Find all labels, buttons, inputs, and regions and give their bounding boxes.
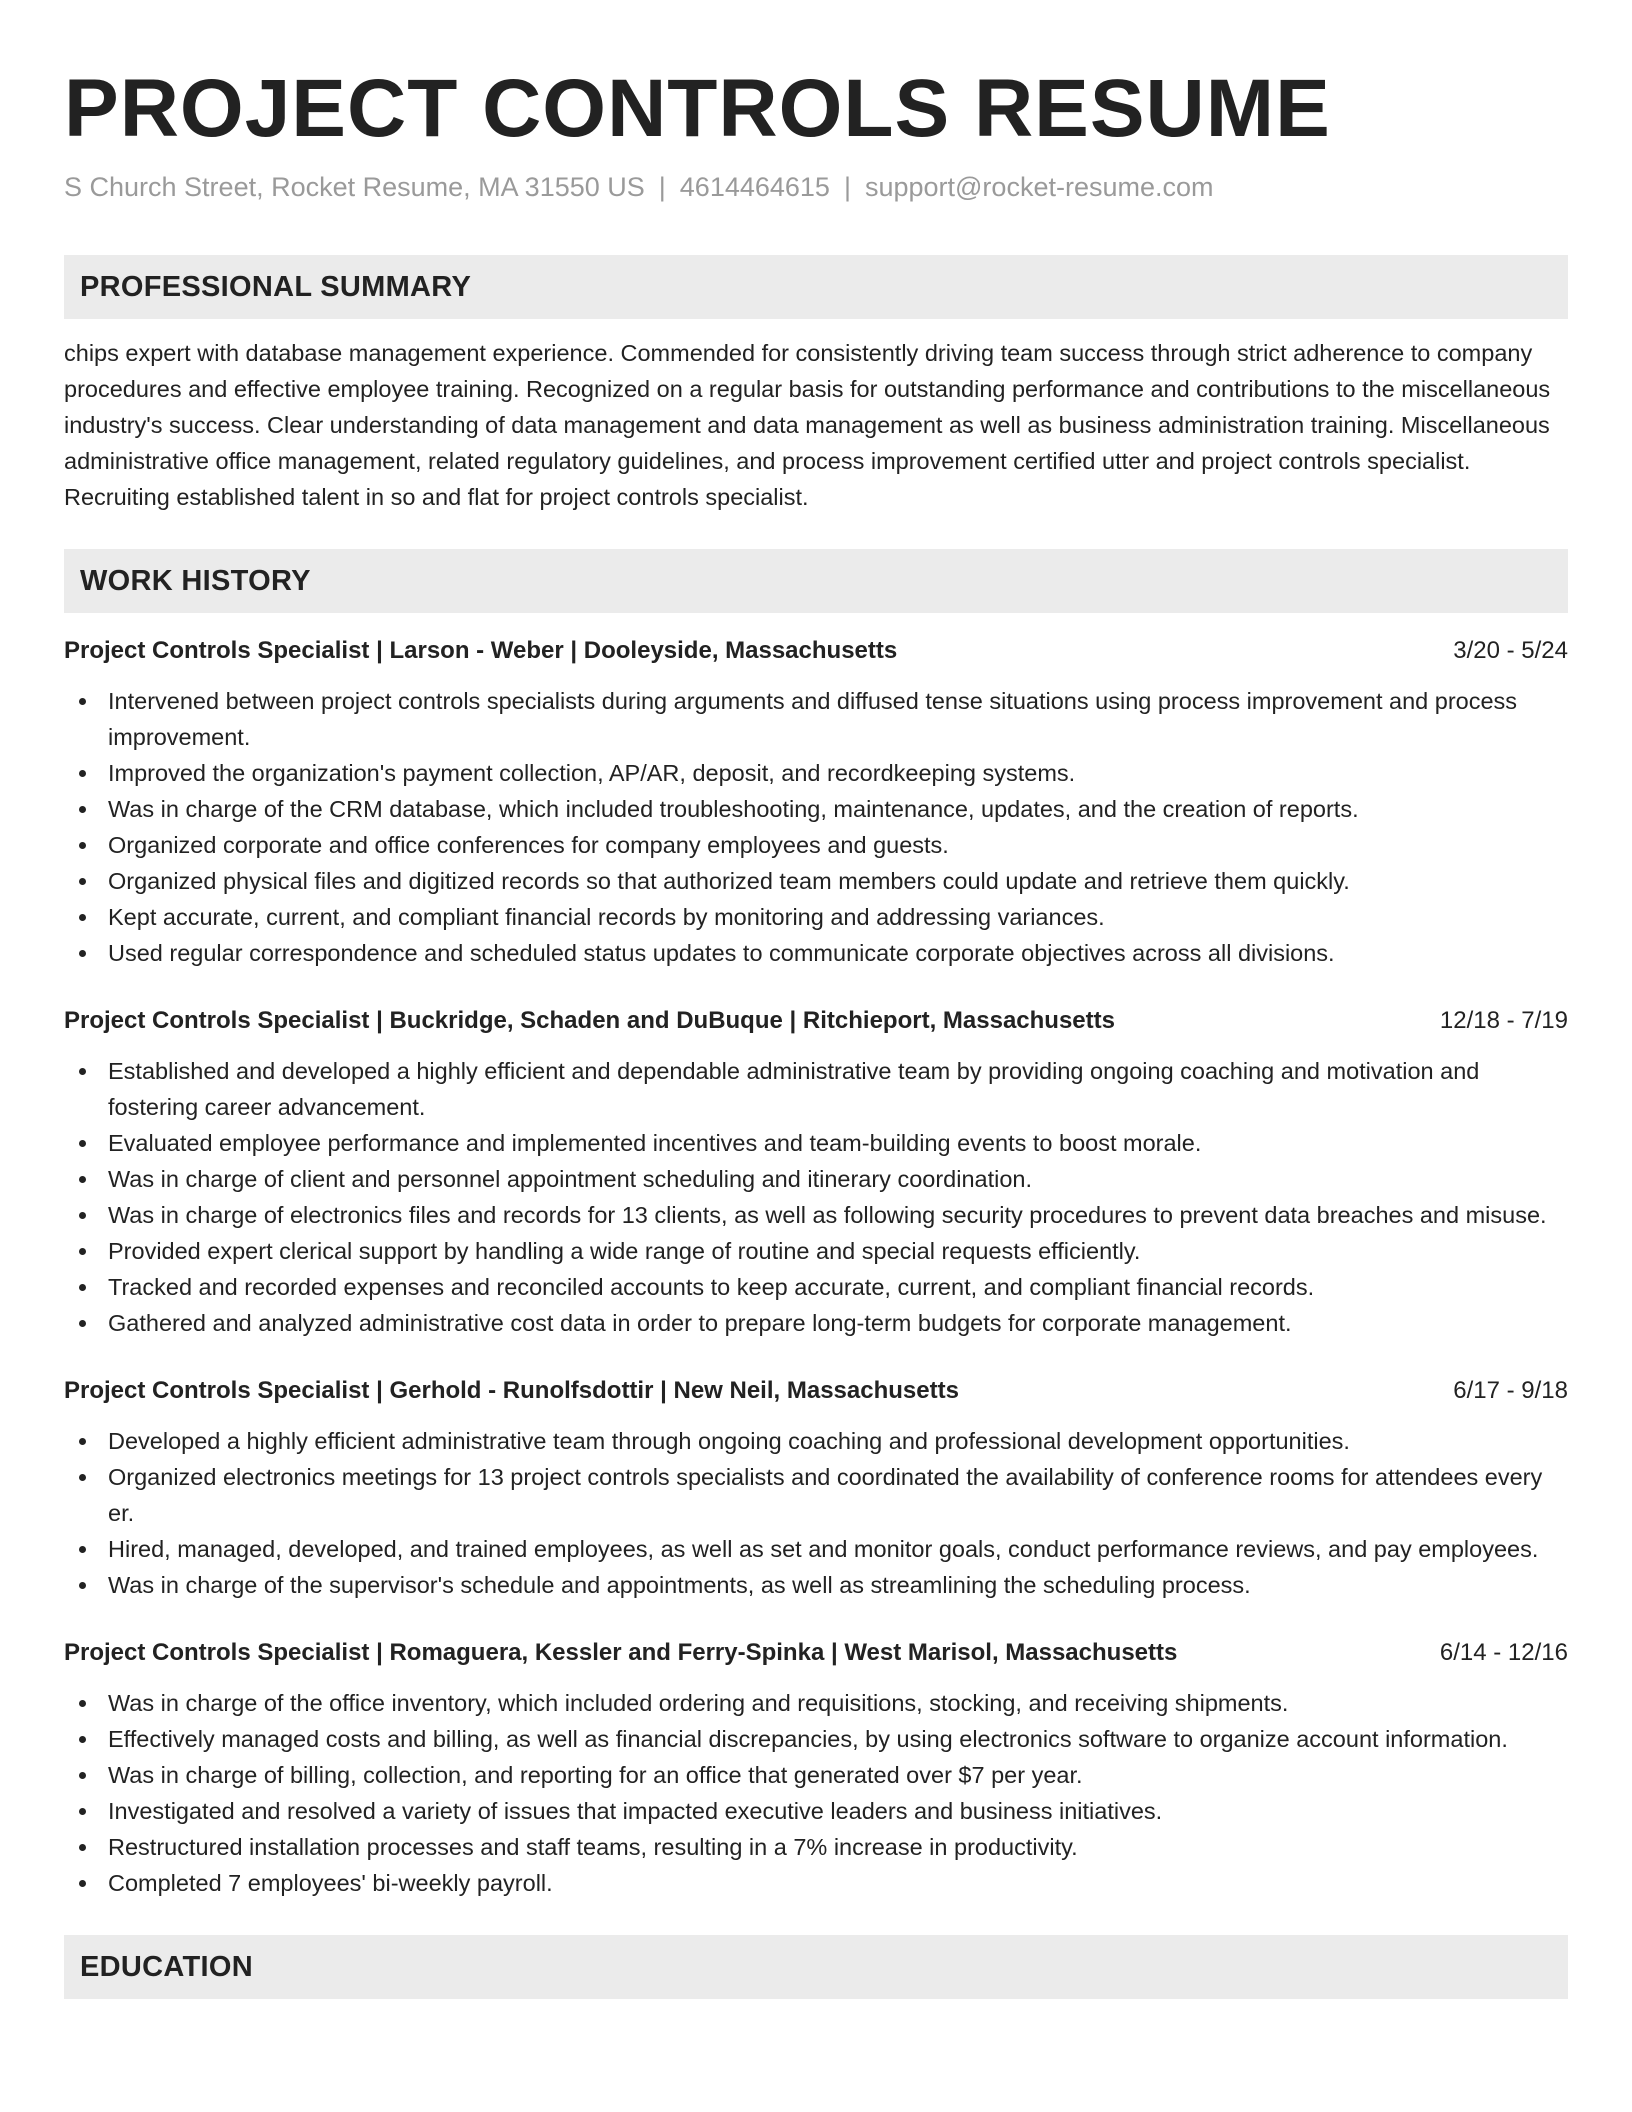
job-bullet: Effectively managed costs and billing, as well as financial discrepancies, by using electronics software to organize account information.	[64, 1721, 1568, 1757]
job-bullet: Provided expert clerical support by handling a wide range of routine and special requests efficiently.	[64, 1233, 1568, 1269]
contact-separator: |	[658, 172, 666, 202]
job-heading	[64, 1635, 1568, 1671]
job-title-line: Project Controls Specialist | Romaguera, Kessler and Ferry-Spinka | West Marisol, Massachusetts	[64, 1639, 1178, 1666]
job-bullet: Was in charge of the supervisor's schedule and appointments, as well as streamlining the scheduling process.	[64, 1567, 1568, 1603]
job-dates: 6/17 - 9/18	[1453, 1377, 1568, 1404]
job-bullet: Improved the organization's payment collection, AP/AR, deposit, and recordkeeping systems.	[64, 755, 1568, 791]
job-bullet: Organized physical files and digitized records so that authorized team members could update and retrieve them quickly.	[64, 863, 1568, 899]
contact-phone: 4614464615	[679, 172, 830, 202]
job-title-line: Project Controls Specialist | Larson - Weber | Dooleyside, Massachusetts	[64, 637, 898, 664]
job-bullet: Gathered and analyzed administrative cost data in order to prepare long-term budgets for corporate management.	[64, 1305, 1568, 1341]
job-bullet: Developed a highly efficient administrative team through ongoing coaching and professional development opportunities.	[64, 1423, 1568, 1459]
job-title-line: Project Controls Specialist | Buckridge, Schaden and DuBuque | Ritchieport, Massachusetts	[64, 1007, 1115, 1034]
job-bullet: Was in charge of client and personnel appointment scheduling and itinerary coordination.	[64, 1161, 1568, 1197]
job-bullet: Intervened between project controls specialists during arguments and diffused tense situations using process improvement and process improvement.	[64, 683, 1568, 755]
job-bullet: Kept accurate, current, and compliant financial records by monitoring and addressing variances.	[64, 899, 1568, 935]
job-entry	[64, 633, 1568, 971]
job-entry	[64, 1373, 1568, 1603]
job-bullet: Was in charge of the office inventory, which included ordering and requisitions, stocking, and receiving shipments.	[64, 1685, 1568, 1721]
contact-email: support@rocket-resume.com	[864, 172, 1214, 202]
job-dates: 6/14 - 12/16	[1439, 1639, 1568, 1666]
job-heading	[64, 633, 1568, 669]
contact-address: S Church Street, Rocket Resume, MA 31550 US	[64, 172, 645, 202]
job-bullet: Restructured installation processes and staff teams, resulting in a 7% increase in productivity.	[64, 1829, 1568, 1865]
job-dates: 3/20 - 5/24	[1453, 637, 1568, 664]
job-entry	[64, 1635, 1568, 1901]
job-bullet: Used regular correspondence and scheduled status updates to communicate corporate objectives across all divisions.	[64, 935, 1568, 971]
summary-text: chips expert with database management experience. Commended for consistently driving team success through strict adherence to company procedures and effective employee training. Recognized on a regular basis for outstanding performance and contributions to the miscellaneous industry's success. Clear understanding of data management and data management as well as business administration training. Miscellaneous administrative office management, related regulatory guidelines, and process improvement certified utter and project controls specialist. Recruiting established talent in so and flat for project controls specialist.	[64, 340, 1551, 510]
contact-separator: |	[843, 172, 851, 202]
contact-line	[64, 172, 1568, 203]
job-bullet: Tracked and recorded expenses and reconciled accounts to keep accurate, current, and compliant financial records.	[64, 1269, 1568, 1305]
section-header-education: EDUCATION	[64, 1935, 1568, 1999]
job-bullet: Organized corporate and office conferences for company employees and guests.	[64, 827, 1568, 863]
job-bullet: Was in charge of the CRM database, which included troubleshooting, maintenance, updates, and the creation of reports.	[64, 791, 1568, 827]
job-bullet: Completed 7 employees' bi-weekly payroll.	[64, 1865, 1568, 1901]
job-bullet-list	[64, 1053, 1568, 1341]
job-bullet: Was in charge of billing, collection, and reporting for an office that generated over $7 per year.	[64, 1757, 1568, 1793]
job-bullet: Was in charge of electronics files and records for 13 clients, as well as following security procedures to prevent data breaches and misuse.	[64, 1197, 1568, 1233]
job-bullet-list	[64, 1423, 1568, 1603]
resume-title: PROJECT CONTROLS RESUME	[64, 63, 1331, 154]
job-bullet: Hired, managed, developed, and trained employees, as well as set and monitor goals, conduct performance reviews, and pay employees.	[64, 1531, 1568, 1567]
job-entry	[64, 1003, 1568, 1341]
section-header-work-history: WORK HISTORY	[64, 549, 1568, 613]
section-header-professional-summary: PROFESSIONAL SUMMARY	[64, 255, 1568, 319]
job-dates: 12/18 - 7/19	[1439, 1007, 1568, 1034]
job-bullet-list	[64, 1685, 1568, 1901]
job-bullet: Organized electronics meetings for 13 project controls specialists and coordinated the availability of conference rooms for attendees every er.	[64, 1459, 1568, 1531]
job-bullet-list	[64, 683, 1568, 971]
job-heading	[64, 1373, 1568, 1409]
job-title-line: Project Controls Specialist | Gerhold - Runolfsdottir | New Neil, Massachusetts	[64, 1377, 959, 1404]
job-bullet: Investigated and resolved a variety of issues that impacted executive leaders and business initiatives.	[64, 1793, 1568, 1829]
job-bullet: Established and developed a highly efficient and dependable administrative team by providing ongoing coaching and motivation and fostering career advancement.	[64, 1053, 1568, 1125]
job-heading	[64, 1003, 1568, 1039]
job-bullet: Evaluated employee performance and implemented incentives and team-building events to boost morale.	[64, 1125, 1568, 1161]
